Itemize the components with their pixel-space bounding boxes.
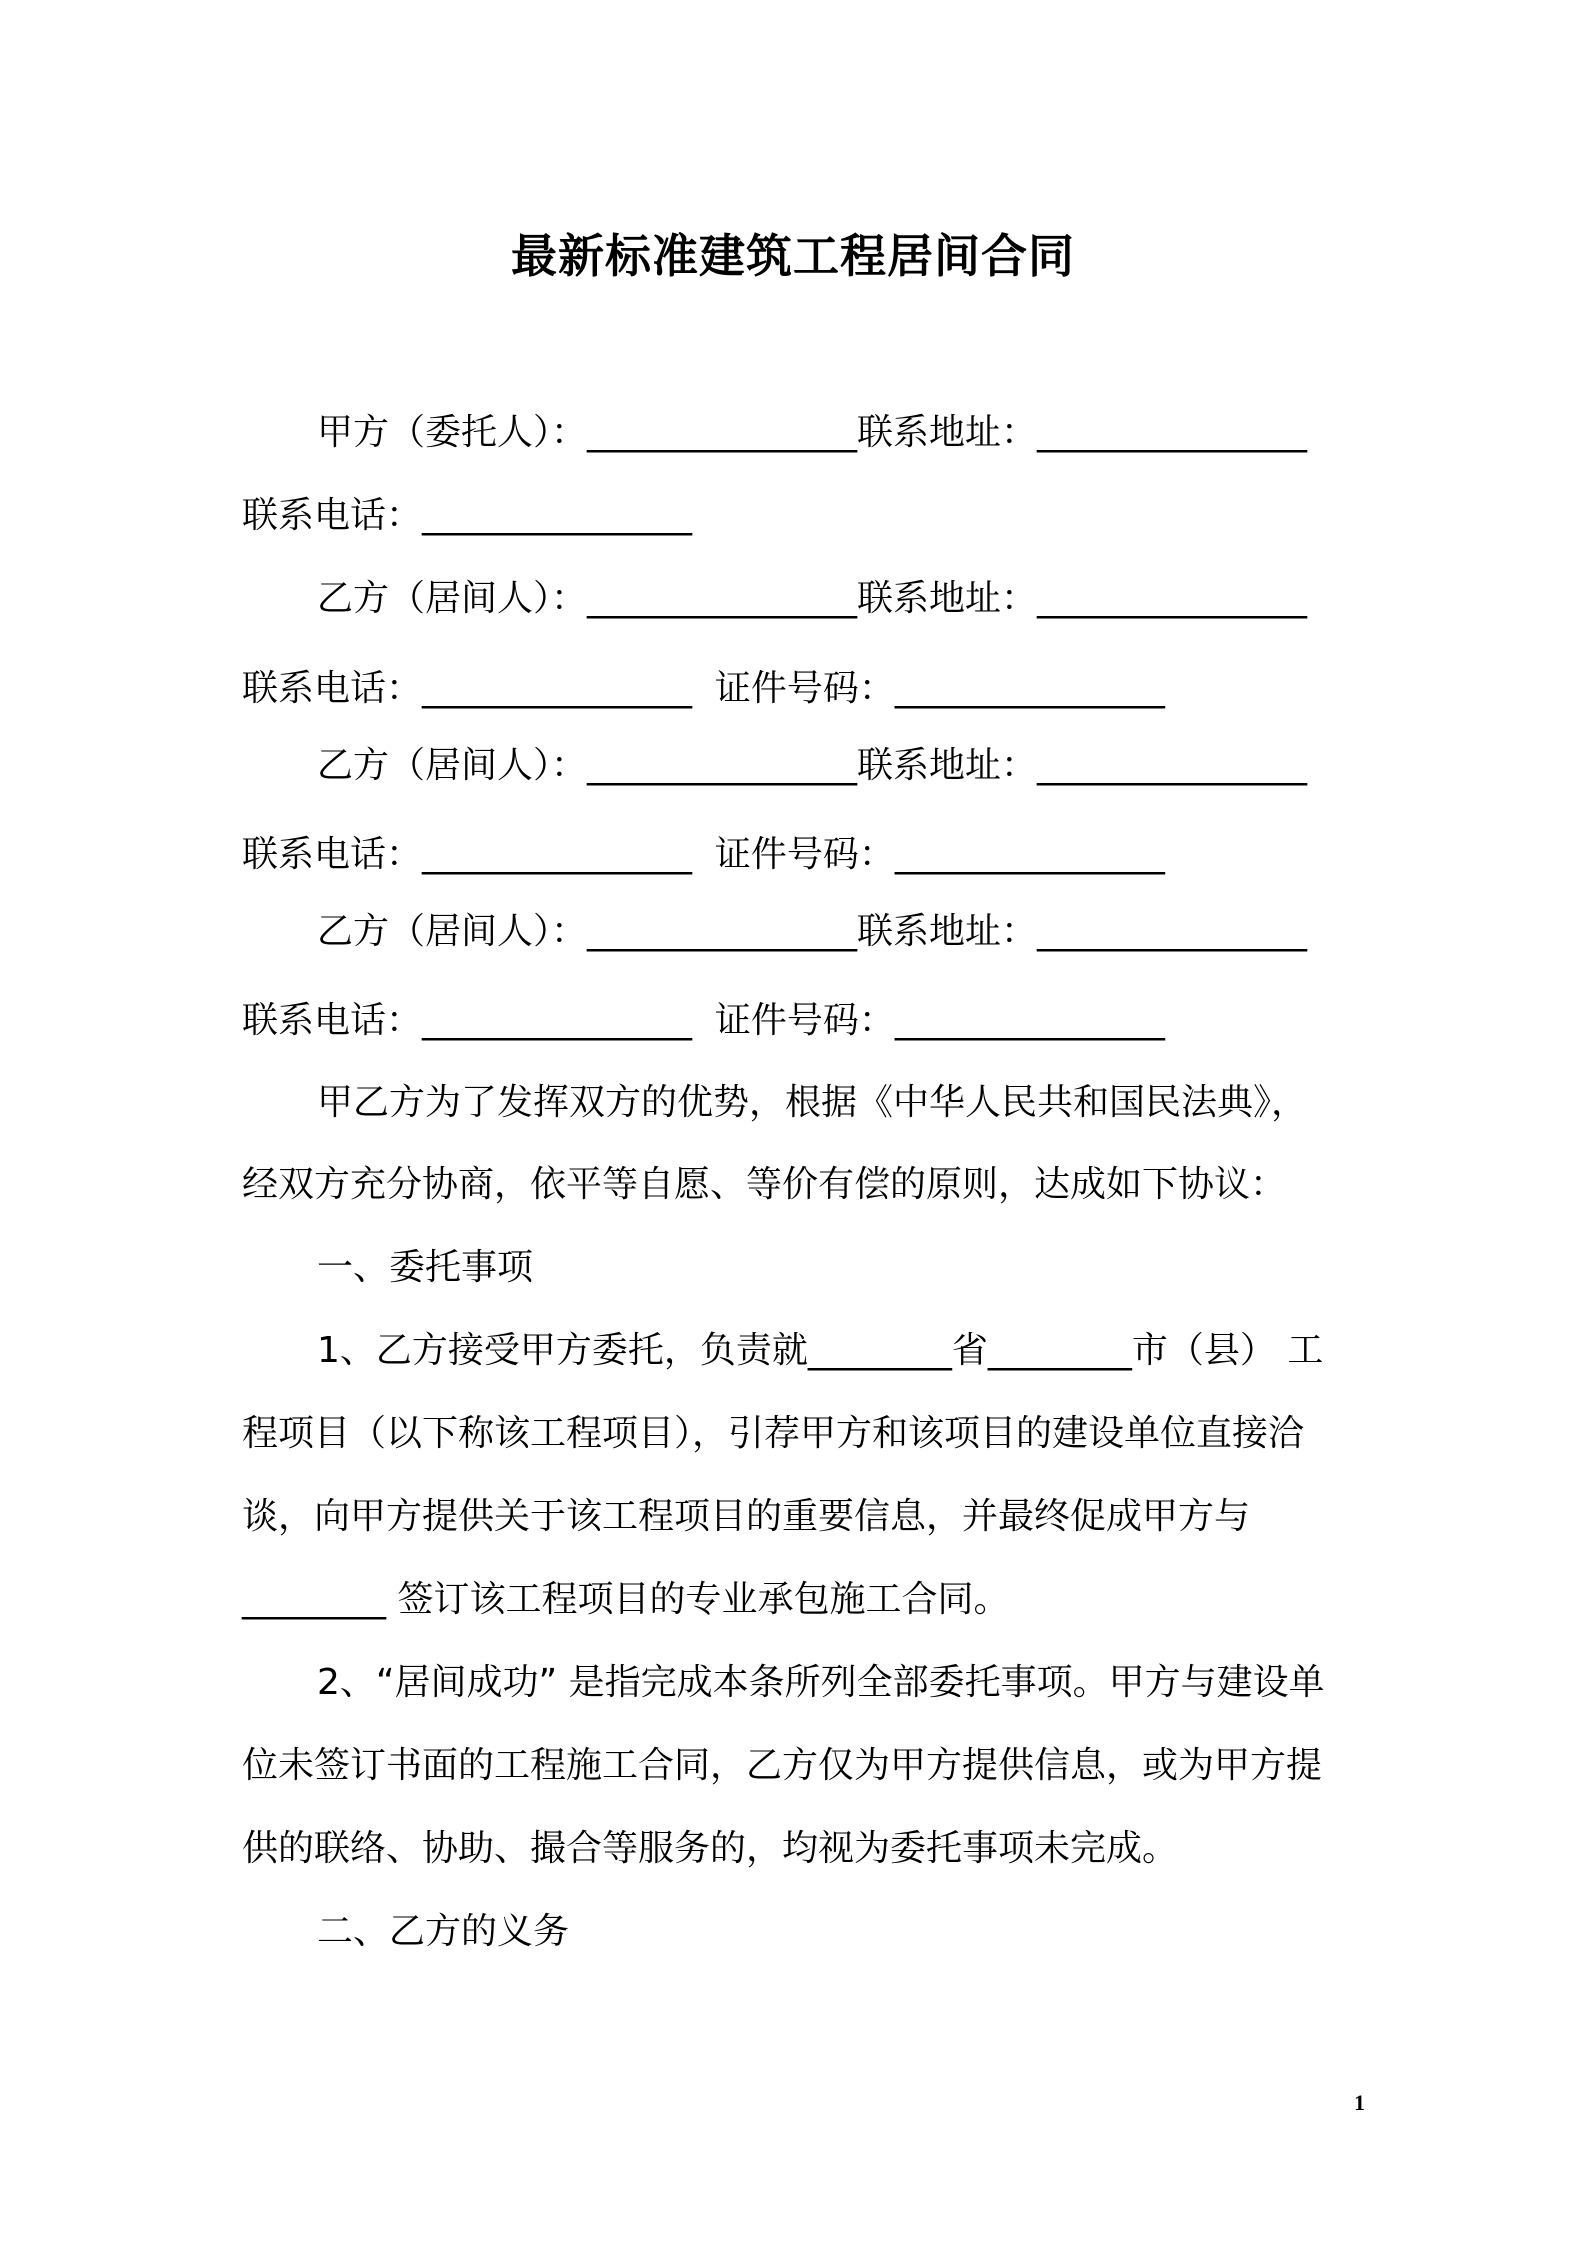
clause-1-line-2: 程项目（以下称该工程项目），引荐甲方和该项目的建设单位直接洽 (242, 1413, 1305, 1454)
document-title: 最新标准建筑工程居间合同 (511, 229, 1075, 283)
party-a-phone-line: 联系电话：_______________ (242, 495, 693, 536)
section-heading-2: 二、乙方的义务 (317, 1911, 570, 1952)
clause-2-line-2: 位未签订书面的工程施工合同，乙方仅为甲方提供信息，或为甲方提 (242, 1745, 1323, 1786)
section-heading-1: 一、委托事项 (317, 1247, 534, 1288)
page-number: 1 (1354, 2090, 1365, 2115)
clause-1-line-3: 谈，向甲方提供关于该工程项目的重要信息，并最终促成甲方与 (242, 1496, 1251, 1537)
party-b2-contact-line: 联系电话：_______________ 证件号码：_______________ (242, 834, 1165, 875)
party-a-line: 甲方（委托人）：_______________联系地址：_______________ (317, 412, 1308, 453)
party-b3-line: 乙方（居间人）：_______________联系地址：_______________ (317, 911, 1308, 952)
clause-2-line-1: 2、“居间成功” 是指完成本条所列全部委托事项。甲方与建设单 (317, 1662, 1325, 1703)
clause-2-line-3: 供的联络、协助、撮合等服务的，均视为委托事项未完成。 (242, 1828, 1179, 1869)
clause-1-line-4: ________ 签订该工程项目的专业承包施工合同。 (242, 1579, 1010, 1620)
preamble-line-1: 甲乙方为了发挥双方的优势，根据《中华人民共和国民法典》， (317, 1082, 1308, 1123)
party-b3-contact-line: 联系电话：_______________ 证件号码：_______________ (242, 1000, 1165, 1041)
party-b1-line: 乙方（居间人）：_______________联系地址：_______________ (317, 578, 1308, 619)
party-b1-contact-line: 联系电话：_______________ 证件号码：_______________ (242, 668, 1165, 709)
clause-1-line-1: 1、乙方接受甲方委托，负责就________省________市（县） 工 (317, 1330, 1324, 1371)
party-b2-line: 乙方（居间人）：_______________联系地址：_______________ (317, 745, 1308, 786)
preamble-line-2: 经双方充分协商，依平等自愿、等价有偿的原则，达成如下协议： (242, 1164, 1287, 1205)
